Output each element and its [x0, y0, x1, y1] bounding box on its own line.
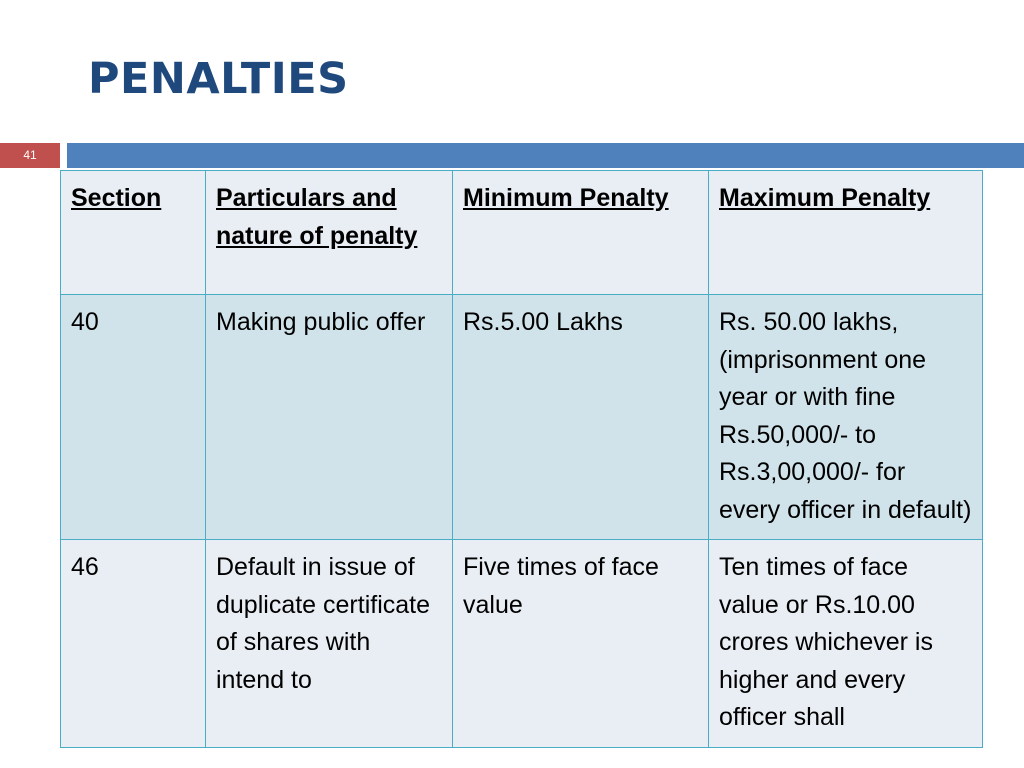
table-header-row [61, 171, 983, 295]
cell-maximum-penalty: Rs. 50.00 lakhs, (imprisonment one year or with fine Rs.50,000/- to Rs.3,00,000/- for every officer in default) [709, 295, 983, 540]
cell-minimum-penalty: Five times of face value [453, 540, 709, 748]
cell-particulars: Making public offer [206, 295, 453, 540]
header-section: Section [61, 171, 206, 295]
cell-minimum-penalty: Rs.5.00 Lakhs [453, 295, 709, 540]
header-minimum-penalty: Minimum Penalty [453, 171, 709, 295]
slide-number: 41 [0, 143, 60, 168]
cell-maximum-penalty: Ten times of face value or Rs.10.00 crores whichever is higher and every officer shall [709, 540, 983, 748]
title-divider-bar [67, 143, 1024, 168]
cell-section: 40 [61, 295, 206, 540]
slide-title: PENALTIES [88, 54, 349, 104]
table-row [61, 295, 983, 540]
cell-particulars: Default in issue of duplicate certificate of shares with intend to [206, 540, 453, 748]
cell-section: 46 [61, 540, 206, 748]
header-particulars: Particulars and nature of penalty [206, 171, 453, 295]
header-maximum-penalty: Maximum Penalty [709, 171, 983, 295]
penalties-table [60, 170, 983, 748]
table-row [61, 540, 983, 748]
